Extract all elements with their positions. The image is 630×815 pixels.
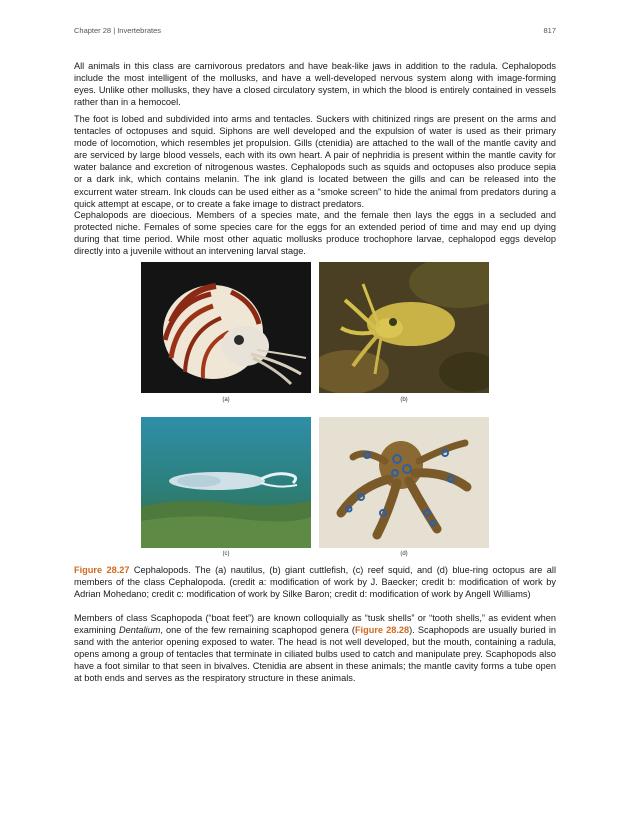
- chapter-title: Chapter 28 | Invertebrates: [74, 26, 161, 35]
- genus-name: Dentalium: [119, 625, 161, 636]
- figure-number: Figure 28.27: [74, 565, 130, 575]
- figure-label-a: (a): [222, 397, 230, 403]
- paragraph-reproduction: Cephalopods are dioecious. Members of a species mate, and the female then lays the eggs in a secluded and protected niche. Females of some species care for the eggs for an extended period of time and may end up dying during that time period. While most other aquatic mollusks produce trochophore larvae, cephalopod eggs develop directly into a juvenile without an intervening larval stage.: [74, 210, 556, 257]
- reef-squid-photo: [141, 417, 311, 548]
- figure-label-d: (d): [400, 551, 408, 557]
- paragraph-scaphopoda: [74, 612, 556, 685]
- p4-part3: ). Scaphopods are usually buried in sand with the anterior opening exposed to water. The head is not well developed, but the mouth, containing a radula, opens among a group of tentacles that terminate in ciliated bulbs used to catch and manipulate prey. Scaphopods also have a foot similar to that seen in bivalves. Ctenidia are absent in these animals; the mantle cavity forms a tube open at both ends and serves as the respiratory structure in these animals.: [74, 625, 556, 684]
- cuttlefish-photo: [319, 262, 489, 393]
- figure-label-b: (b): [400, 397, 408, 403]
- paragraph-foot-and-ink: The foot is lobed and subdivided into arms and tentacles. Suckers with chitinized rings are present on the arms and tentacles of octopuses and squid. Siphons are well developed and the expulsion of water is used as their primary mode of locomotion, which resembles jet propulsion. Gills (ctenidia) are attached to the wall of the mantle cavity and are serviced by large blood vessels, each with its own heart. A pair of nephridia is present within the mantle cavity for water balance and excretion of nitrogenous wastes. Cephalopods such as squids and octopuses also produce sepia or a dark ink, which contains melanin. The ink gland is located between the gills and can be released into the excurrent water stream. Ink clouds can be used either as a “smoke screen” to hide the animal from predators during a quick attempt at escape, or to create a fake image to distract predators.: [74, 114, 556, 209]
- figure-label-c: (c): [222, 551, 230, 557]
- figure-reference-link[interactable]: Figure 28.28: [354, 625, 410, 636]
- nautilus-photo: [141, 262, 311, 393]
- p4-part2: , one of the few remaining scaphopod genera (: [160, 625, 355, 636]
- p4-part1: Members of class Scaphopoda (“boat feet”) are known colloquially as “tusk shells” or “tooth shells,” as evident when examining: [74, 613, 556, 636]
- page-number: 817: [543, 26, 556, 35]
- blue-ring-octopus-photo: [319, 417, 489, 548]
- page-header: [74, 26, 556, 38]
- paragraph-intelligence: All animals in this class are carnivorous predators and have beak-like jaws in addition to the radula. Cephalopods include the most intelligent of the mollusks, and have a well-developed nervous system along with image-forming eyes. Unlike other mollusks, they have a closed circulatory system, in which the blood is entirely contained in vessels rather than in a hemocoel.: [74, 61, 556, 108]
- figure-caption-text: Cephalopods. The (a) nautilus, (b) giant cuttlefish, (c) reef squid, and (d) blue-ring octopus are all members of the class Cephalopoda. (credit a: modification of work by J. Baecker; credit b: modification of work by Adrian Mohedano; credit c: modification of work by Silke Baron; credit d: modification of work by Angell Williams): [74, 565, 557, 600]
- figure-caption: [74, 564, 556, 600]
